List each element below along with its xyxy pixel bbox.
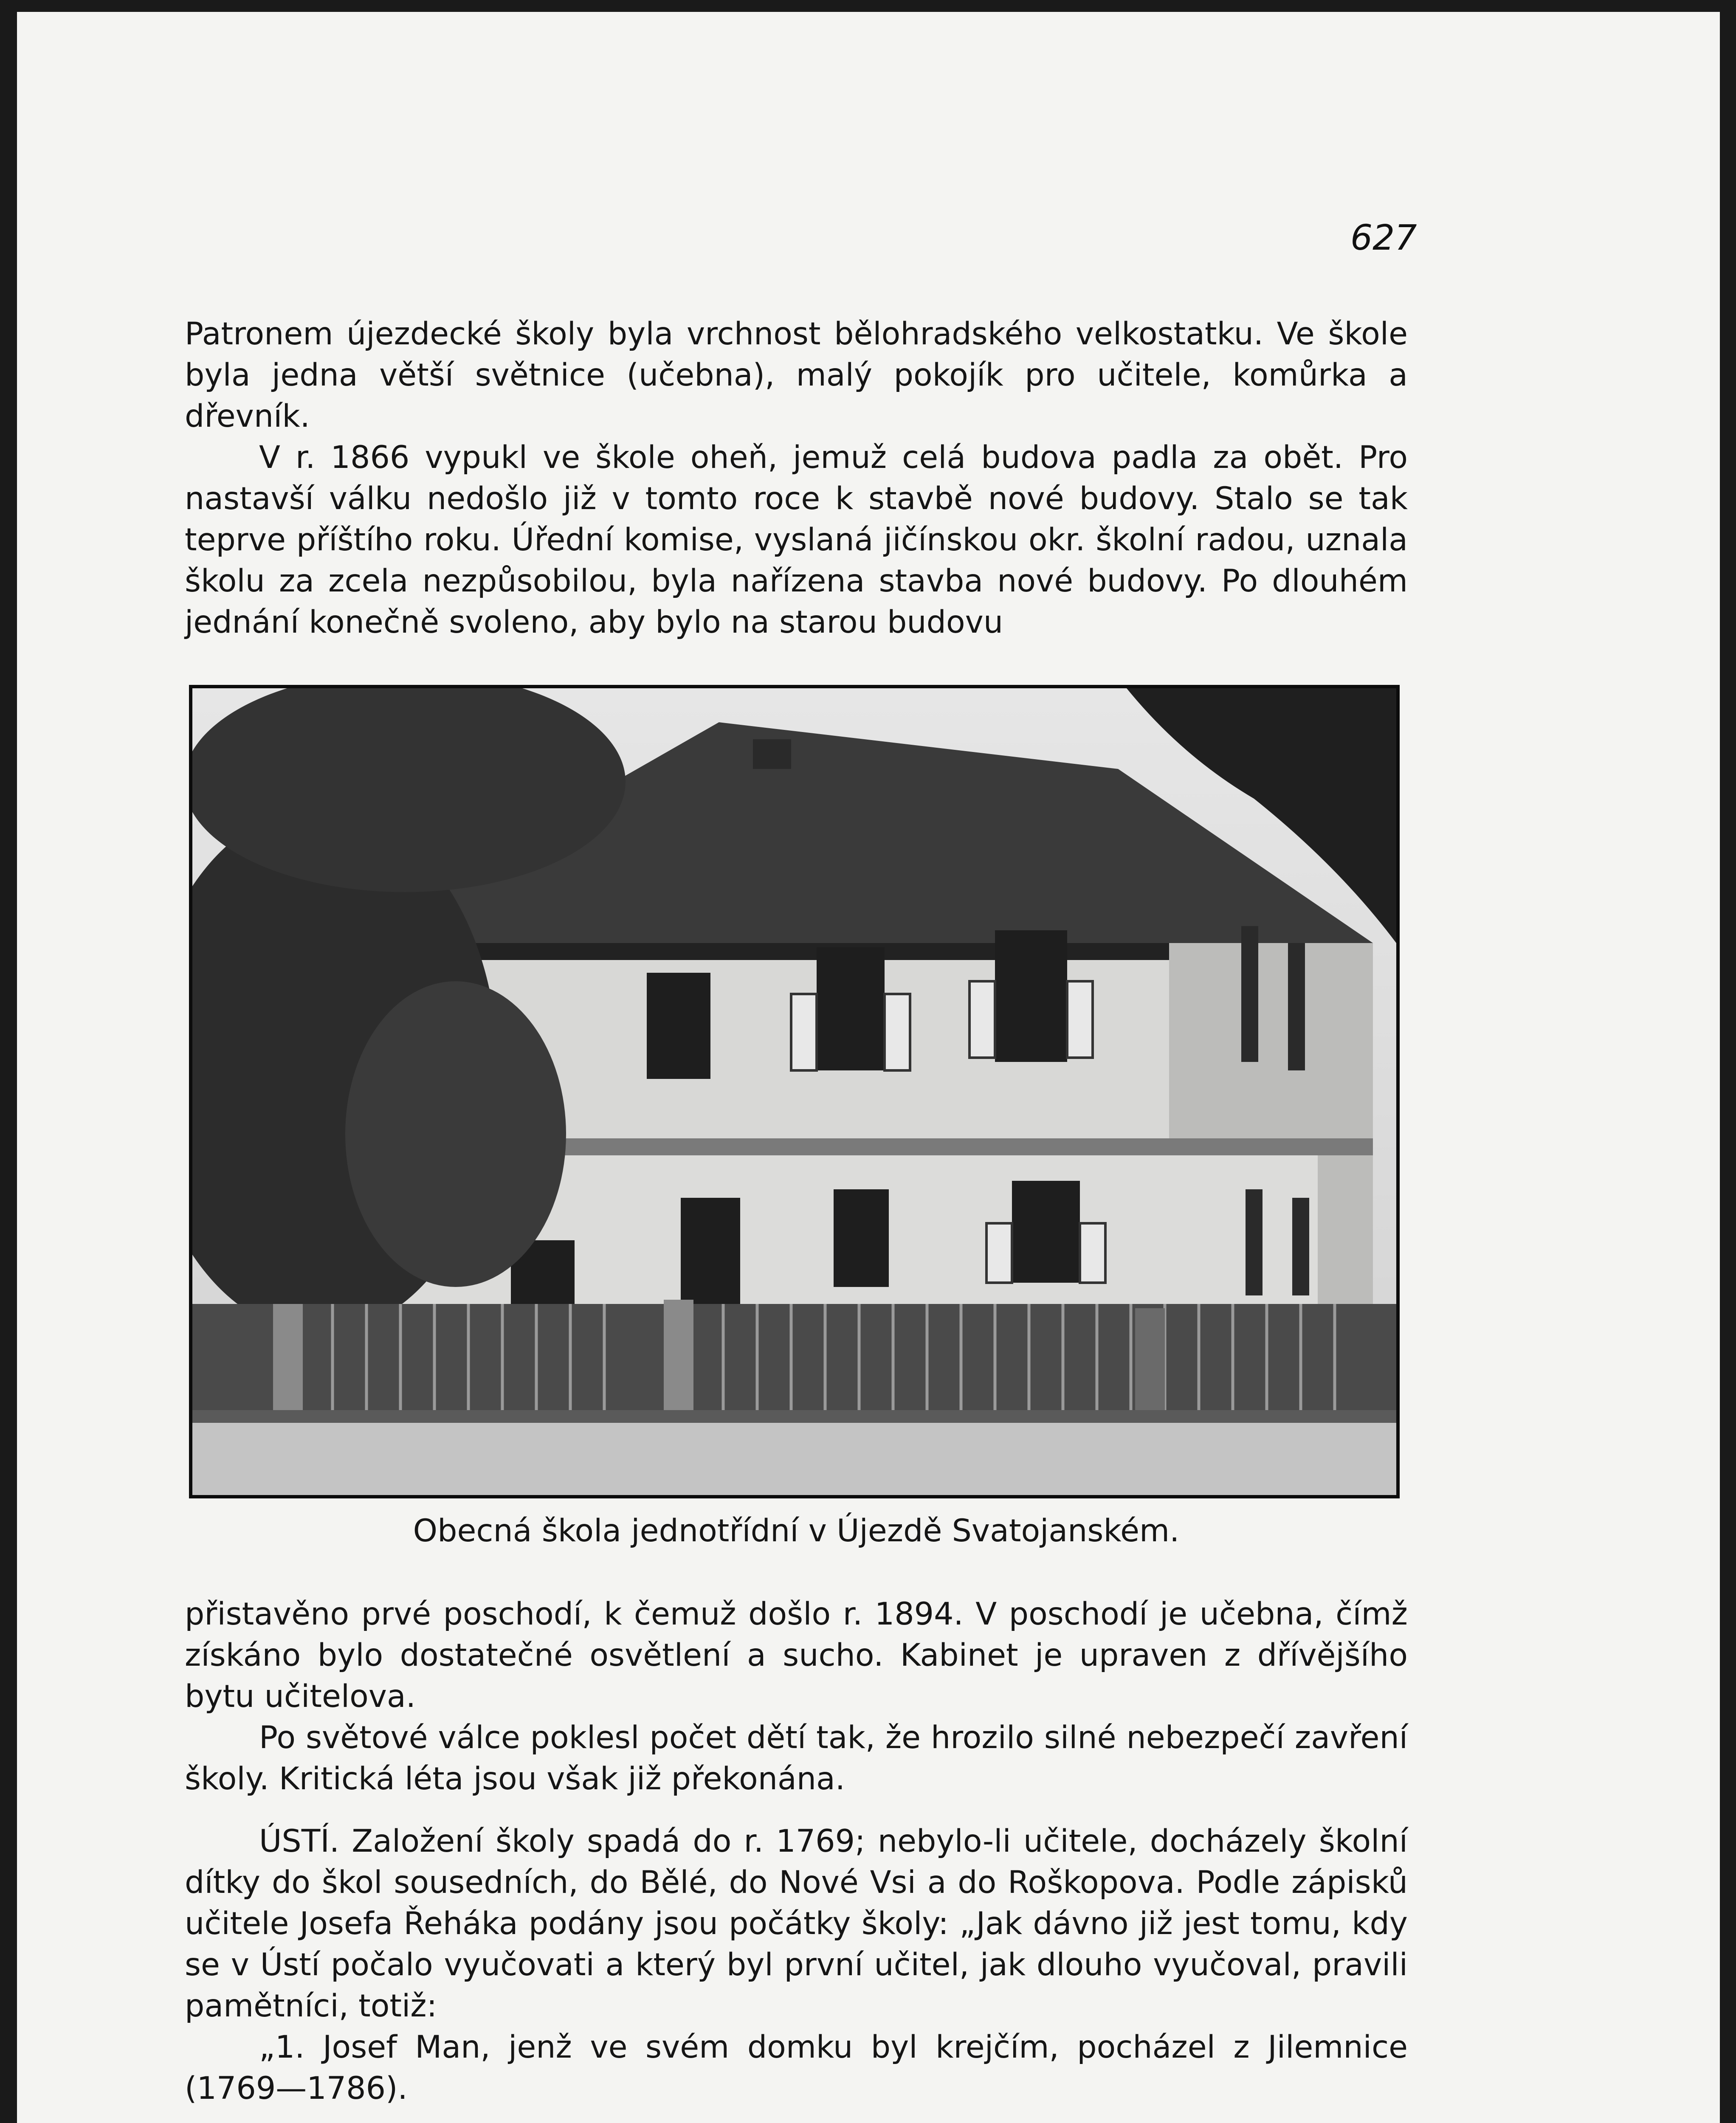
top-text-block [185, 313, 1408, 643]
paragraph: ÚSTÍ. Založení školy spadá do r. 1769; nebylo-li učitele, docházely školní dítky do škol sousedních, do Bělé, do Nové Vsi a do Roškopova. Podle zápisků učitele Josefa Řeháka podány jsou počátky školy: „Jak dávno již jest tomu, kdy se v Ústí počalo vyučovati a který byl první učitel, jak dlouho vyučoval, pravili pamětníci, totiž: [185, 1823, 1408, 2024]
school-building-photo [189, 685, 1400, 1498]
paragraph: „1. Josef Man, jenž ve svém domku byl krejčím, pocházel z Jilemnice (1769—1786). [185, 2029, 1408, 2106]
document-page [17, 12, 1720, 2123]
paragraph: Patronem újezdecké školy byla vrchnost bělohradského velkostatku. Ve škole byla jedna větší světnice (učebna), malý pokojík pro učitele, komůrka a dřevník. [185, 316, 1408, 434]
photo-caption: Obecná škola jednotřídní v Újezdě Svatojanském. [413, 1513, 1180, 1549]
paragraph: V r. 1866 vypukl ve škole oheň, jemuž celá budova padla za obět. Pro nastavší válku nedošlo již v tomto roce k stavbě nové budovy. Stalo se tak teprve příštího roku. Úřední komise, vyslaná jičínskou okr. školní radou, uznala školu za zcela nezpůsobilou, byla nařízena stavba nové budovy. Po dlouhém jednání konečně svoleno, aby bylo na starou budovu [185, 439, 1408, 640]
photo-illustration [192, 688, 1396, 1495]
page-number: 627 [1350, 218, 1417, 258]
bottom-text-block [185, 1594, 1408, 2109]
paragraph: přistavěno prvé poschodí, k čemuž došlo r. 1894. V poschodí je učebna, čímž získáno bylo dostatečné osvětlení a sucho. Kabinet je upraven z dřívějšího bytu učitelova. [185, 1596, 1408, 1715]
paragraph: Po světové válce poklesl počet dětí tak, že hrozilo silné nebezpečí zavření školy. Kritická léta jsou však již překonána. [185, 1720, 1408, 1797]
